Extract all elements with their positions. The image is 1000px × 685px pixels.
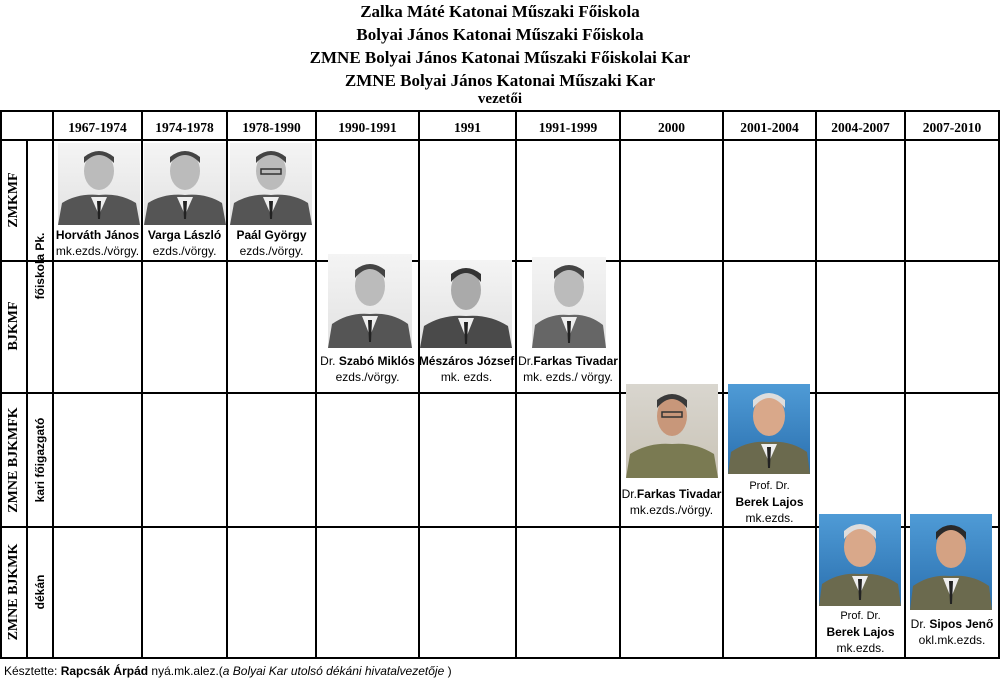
- person-name: Varga László: [147, 228, 222, 242]
- period-header: 1974-1978: [155, 120, 214, 135]
- person-prefix: Prof. Dr.: [840, 610, 881, 622]
- person-prefix: Dr.: [320, 354, 339, 368]
- person-name: Berek Lajos: [826, 625, 895, 639]
- person-caption: [517, 353, 619, 385]
- footer-author: Rapcsák Árpád: [60, 664, 149, 678]
- grid-line: [0, 110, 2, 659]
- footer-rank: nyá.mk.alez.(: [148, 664, 223, 678]
- person-caption: [54, 227, 141, 259]
- chart-title: [0, 0, 1000, 106]
- row-label-zmkmf: ZMKMF: [6, 172, 21, 228]
- grid-line: [722, 110, 724, 659]
- portrait-photo: [910, 514, 992, 610]
- period-header: 2007-2010: [922, 120, 982, 135]
- portrait-photo: [328, 254, 412, 348]
- period-header: 1991-1999: [538, 120, 598, 135]
- period-header: 2001-2004: [740, 120, 799, 135]
- portrait-photo: [532, 257, 606, 348]
- person-name: Farkas Tivadar: [533, 354, 618, 368]
- grid-line: [0, 110, 1000, 112]
- title-subtitle: vezetői: [477, 91, 523, 107]
- grid-line: [815, 110, 817, 659]
- footer-note: a Bolyai Kar utolsó dékáni hivatalvezetője: [222, 664, 445, 678]
- footer-credit: [4, 664, 452, 678]
- role-label-kari: kari főigazgató: [33, 417, 47, 503]
- grid-line: [0, 139, 1000, 141]
- person-rank: ezds./vörgy.: [239, 244, 304, 258]
- period-header: 1967-1974: [68, 120, 127, 135]
- person-rank: mk.ezds./vörgy.: [55, 244, 140, 258]
- row-label-zmne-bjkmk: ZMNE BJKMK: [6, 543, 21, 641]
- grid-line: [141, 110, 143, 659]
- role-label-foiskola: főiskola Pk.: [33, 232, 47, 300]
- person-name: Paál György: [236, 228, 307, 242]
- person-name: Mészáros József: [418, 354, 515, 368]
- period-header: 2000: [658, 120, 685, 135]
- role-label-dekan: dékán: [33, 574, 47, 610]
- period-header: 1990-1991: [338, 120, 397, 135]
- person-rank: mk.ezds.: [836, 641, 885, 655]
- portrait-photo: [819, 514, 901, 606]
- portrait-photo: [420, 260, 512, 348]
- person-prefix: Prof. Dr.: [749, 480, 790, 492]
- person-prefix: Dr.: [518, 354, 534, 368]
- person-rank: okl.mk.ezds.: [918, 633, 986, 647]
- person-rank: mk.ezds./vörgy.: [629, 503, 714, 517]
- grid-line: [619, 110, 621, 659]
- person-caption: [621, 486, 722, 518]
- title-line-2: Bolyai János Katonai Műszaki Főiskola: [356, 25, 644, 44]
- footer-close: ): [444, 664, 452, 678]
- grid-line: [904, 110, 906, 659]
- portrait-photo: [144, 143, 226, 225]
- grid-line: [0, 392, 1000, 394]
- person-rank: mk.ezds.: [745, 511, 794, 525]
- person-prefix: Dr.: [621, 487, 637, 501]
- person-rank: mk. ezds.: [440, 370, 493, 384]
- person-name: Berek Lajos: [735, 495, 804, 509]
- portrait-photo: [626, 384, 718, 478]
- grid-line: [52, 110, 54, 659]
- grid-line: [0, 657, 1000, 659]
- portrait-photo: [728, 384, 810, 474]
- period-header: 1991: [454, 120, 481, 135]
- person-name: Horváth János: [55, 228, 140, 242]
- portrait-photo: [58, 143, 140, 225]
- grid-line: [26, 139, 28, 659]
- person-caption: [418, 353, 515, 385]
- period-header: 1978-1990: [242, 120, 301, 135]
- person-caption: [817, 608, 904, 656]
- person-caption: [724, 478, 815, 526]
- period-header: 2004-2007: [831, 120, 890, 135]
- person-rank: ezds./vörgy.: [335, 370, 400, 384]
- person-caption: [143, 227, 226, 259]
- person-rank: ezds./vörgy.: [152, 244, 217, 258]
- grid-line: [226, 110, 228, 659]
- person-rank: mk. ezds./ vörgy.: [523, 370, 613, 384]
- title-line-1: Zalka Máté Katonai Műszaki Főiskola: [360, 2, 640, 21]
- title-line-3: ZMNE Bolyai János Katonai Műszaki Főiskolai Kar: [309, 48, 691, 67]
- row-label-bjkmf: BJKMF: [6, 301, 21, 351]
- person-prefix: Dr.: [910, 617, 930, 631]
- person-caption: [228, 227, 315, 259]
- title-line-4: ZMNE Bolyai János Katonai Műszaki Kar: [344, 71, 656, 90]
- person-name: Szabó Miklós: [338, 354, 415, 368]
- footer-lead: Késztette:: [4, 664, 61, 678]
- portrait-photo: [230, 143, 312, 225]
- person-caption: [317, 353, 418, 385]
- person-name: Sipos Jenő: [929, 617, 994, 631]
- person-name: Farkas Tivadar: [636, 487, 722, 501]
- person-caption: [906, 616, 998, 648]
- row-label-zmne-bjkmfk: ZMNE BJKMFK: [6, 407, 21, 513]
